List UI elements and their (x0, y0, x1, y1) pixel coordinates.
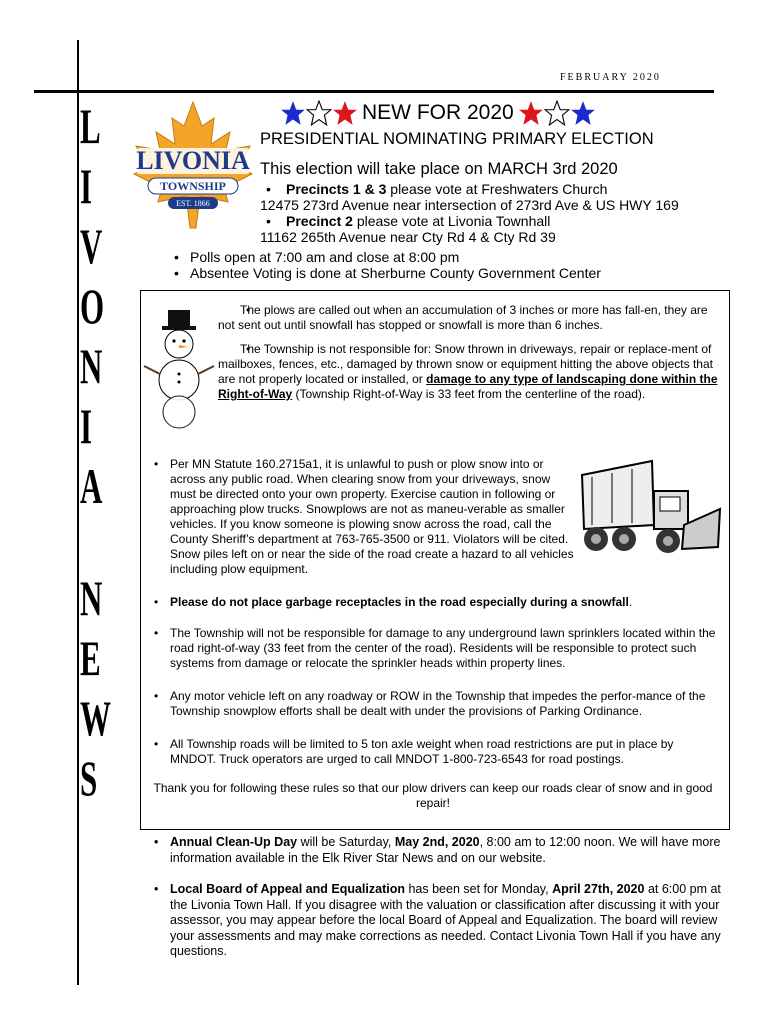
masthead-letter: N (80, 338, 103, 394)
star-icon (280, 100, 306, 126)
logo-est: EST. 1866 (176, 199, 210, 208)
masthead-letter: E (80, 630, 101, 686)
masthead-letter: O (80, 278, 105, 334)
masthead-letter: A (80, 458, 103, 514)
polls-list (168, 249, 728, 281)
livonia-township-logo (128, 100, 258, 230)
star-icon (332, 100, 358, 126)
vehicle-parking-rule: • Any motor vehicle left on any roadway or ROW in the Township that impedes the perfor-mance of the Township snowplow efforts shall be dealt with under the provisions of Parking Ordinance. (148, 689, 718, 719)
new-for-label: NEW FOR 2020 (362, 101, 514, 124)
masthead-letter: N (80, 570, 103, 626)
star-icon (544, 100, 570, 126)
header-rule (34, 90, 714, 93)
star-icon (518, 100, 544, 126)
masthead-letter: I (80, 158, 93, 214)
vertical-rule (77, 40, 79, 985)
issue-date: FEBRUARY 2020 (560, 72, 661, 83)
thank-you-note: Thank you for following these rules so that our plow drivers can keep our roads clear of snow and in good repair! (153, 781, 713, 810)
precinct-1-3-address: 12475 273rd Avenue near intersection of 273rd Ave & US HWY 169 (260, 197, 679, 213)
stars-left (280, 100, 358, 126)
absentee-voting: • Absentee Voting is done at Sherburne County Government Center (168, 265, 728, 281)
precinct-1-3: • Precincts 1 & 3 please vote at Freshwaters Church (260, 181, 730, 197)
mn-statute-rule: • Per MN Statute 160.2715a1, it is unlawful to push or plow snow into or across any public road. When clearing snow from your driveways, snow must be directed onto your own property. Exercise caution in following or approaching plow trucks. Snowplows are not as maneu-verable as smaller vehicles. If you know someone is plowing snow across the road, call the County Sheriff’s department at 763-765-3500 or 911. Violators will be cited. Snow piles left on or near the side of the road create a hazard to all vehicles including plow equipment. (148, 457, 575, 577)
masthead-letter: W (80, 690, 111, 746)
precinct-info (260, 181, 730, 245)
stars-right (518, 100, 596, 126)
election-title: PRESIDENTIAL NOMINATING PRIMARY ELECTION (260, 130, 654, 148)
sprinkler-rule: • The Township will not be responsible for damage to any underground lawn sprinklers located within the road right-of-way (33 feet from the center of the road). Residents will be responsible to protect such systems from damage or relocate the sprinkler heads within property lines. (148, 626, 718, 671)
star-icon (306, 100, 332, 126)
election-date-line: This election will take place on MARCH 3rd 2020 (260, 160, 618, 178)
board-of-appeal-item: • Local Board of Appeal and Equalization has been set for Monday, April 27th, 2020 at 6:00 pm at the Livonia Town Hall. If you disagree with the valuation or classification after discussing it with your assessor, you may appear before the local Board of Appeal and Equalization. The board will review your assessments and may make corrections as needed. Contact Livonia Town Hall if you have any questions. (148, 882, 723, 960)
precinct-2: • Precinct 2 please vote at Livonia Townhall (260, 213, 730, 229)
masthead-letter: L (80, 98, 101, 154)
township-responsibility-rule: • The Township is not responsible for: Snow thrown in driveways, repair or replace-ment of mailboxes, fences, etc., damaged by thrown snow or equipment hitting the above objects that are not properly located or installed, or damage to any type of landscaping done within the Right-of-Way (Township Right-of-Way is 33 feet from the centerline of the road). (218, 342, 718, 402)
polls-hours: • Polls open at 7:00 am and close at 8:00 pm (168, 249, 728, 265)
precinct-2-address: 11162 265th Avenue near Cty Rd 4 & Cty Rd 39 (260, 229, 556, 245)
cleanup-day-item: • Annual Clean-Up Day will be Saturday, May 2nd, 2020, 8:00 am to 12:00 noon. We will have more information available in the Elk River Star News and on our website. (148, 835, 723, 866)
logo-sub: TOWNSHIP (160, 179, 226, 193)
garbage-receptacle-rule: • Please do not place garbage receptacles in the road especially during a snowfall. (148, 595, 718, 610)
plow-callout-rule: • The plows are called out when an accumulation of 3 inches or more has fall-en, they are not sent out until snowfall has stopped or snowfall is more than 6 inches. (218, 303, 718, 333)
snow-bullets-main (148, 457, 718, 811)
snow-bullets-top (218, 303, 718, 402)
events-list (148, 835, 723, 960)
masthead-letter: I (80, 398, 93, 454)
road-weight-limit-rule: • All Township roads will be limited to 5 ton axle weight when road restrictions are put in place by MNDOT. Truck operators are urged to call MNDOT 1-800-723-6543 for road postings. (148, 737, 718, 767)
masthead-letter: S (80, 750, 98, 806)
star-icon (570, 100, 596, 126)
snowman-icon (140, 300, 218, 430)
logo-name: LIVONIA (136, 146, 250, 175)
masthead-letter: V (80, 218, 103, 274)
new-for-2020-line (280, 100, 596, 126)
